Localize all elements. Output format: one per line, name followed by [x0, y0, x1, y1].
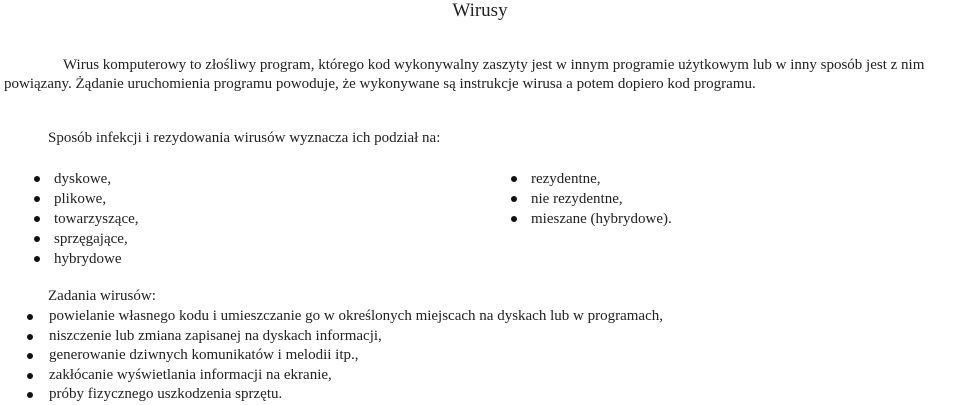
list-item: niszczenie lub zmiana zapisanej na dyskach informacji,: [49, 327, 663, 347]
list-item: zakłócanie wyświetlania informacji na ekranie,: [49, 366, 663, 386]
list-item: plikowe,: [54, 189, 139, 209]
bullet-icon: [511, 176, 517, 182]
list-item: rezydentne,: [531, 169, 672, 189]
list-item: generowanie dziwnych komunikatów i melodii itp.,: [49, 346, 663, 366]
list-item: powielanie własnego kodu i umieszczanie go w określonych miejscach na dyskach lub w programach,: [49, 307, 663, 327]
bullet-icon: [34, 216, 40, 222]
list-item: hybrydowe: [54, 249, 139, 269]
infection-lead: Sposób infekcji i rezydowania wirusów wyznacza ich podział na:: [48, 130, 441, 146]
intro-paragraph: Wirus komputerowy to złośliwy program, którego kod wykonywalny zaszyty jest w innym programie użytkowym lub w inny sposób jest z nim powiązany. Żądanie uruchomienia programu powoduje, że wykonywane są instrukcje wirusa a potem dopiero kod programu.: [4, 57, 925, 92]
list-item: próby fizycznego uszkodzenia sprzętu.: [49, 385, 663, 405]
bullet-icon: [34, 176, 40, 182]
bullet-icon: [511, 216, 517, 222]
list-item: dyskowe,: [54, 169, 139, 189]
infection-types-list-right: [531, 169, 672, 229]
list-item: sprzęgające,: [54, 229, 139, 249]
bullet-icon: [27, 392, 33, 398]
bullet-icon: [27, 353, 33, 359]
bullet-icon: [27, 373, 33, 379]
list-item: nie rezydentne,: [531, 189, 672, 209]
bullet-icon: [511, 196, 517, 202]
infection-types-list-left: [54, 169, 139, 269]
tasks-heading: Zadania wirusów:: [48, 288, 156, 304]
bullet-icon: [27, 334, 33, 340]
bullet-icon: [34, 236, 40, 242]
list-item: towarzyszące,: [54, 209, 139, 229]
page-title: Wirusy: [452, 0, 508, 21]
bullet-icon: [34, 196, 40, 202]
bullet-icon: [27, 314, 33, 320]
bullet-icon: [34, 256, 40, 262]
list-item: mieszane (hybrydowe).: [531, 209, 672, 229]
virus-tasks-list: [49, 307, 663, 405]
